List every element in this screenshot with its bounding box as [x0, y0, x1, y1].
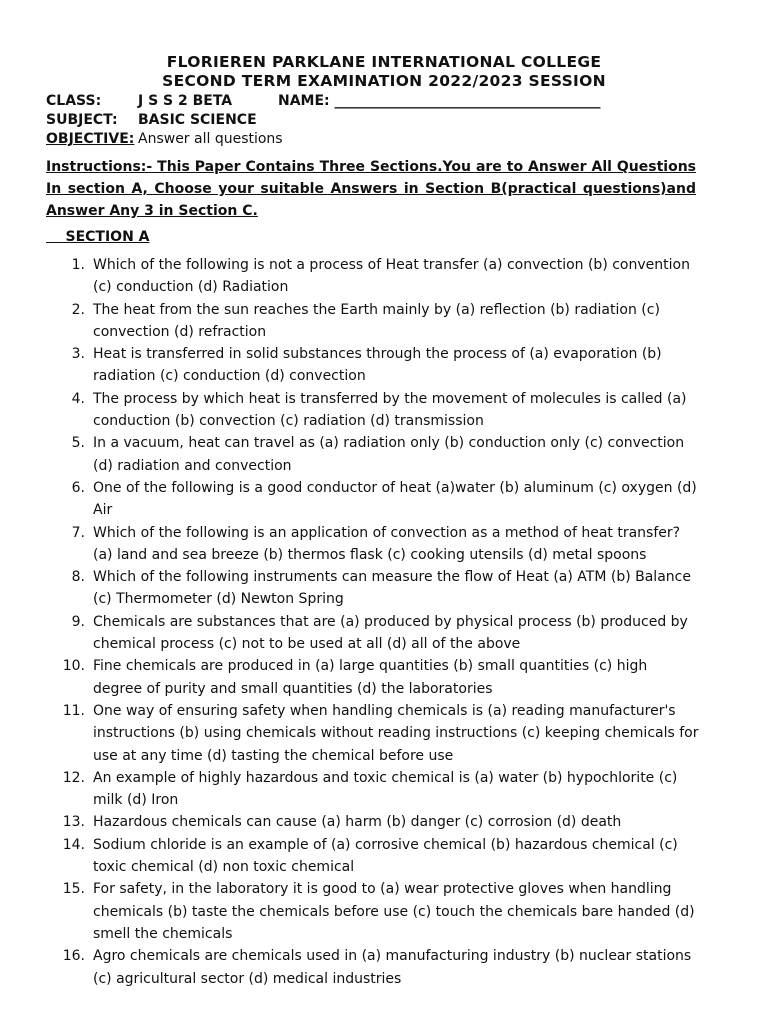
- objective-row: [46, 131, 686, 150]
- question-number: 15.: [62, 881, 85, 898]
- exam-title: SECOND TERM EXAMINATION 2022/2023 SESSION: [162, 72, 606, 90]
- question-number: 14.: [62, 836, 85, 853]
- question-item: [40, 477, 700, 522]
- class-value: J S S 2 BETA: [138, 93, 233, 109]
- question-number: 7.: [71, 524, 85, 541]
- question-text: Which of the following is not a process of Heat transfer (a) convection (b) convention (c) conduction (d) Radiation: [93, 257, 690, 296]
- question-text: An example of highly hazardous and toxic chemical is (a) water (b) hypochlorite (c) milk (d) Iron: [93, 769, 678, 809]
- question-item: [40, 834, 700, 879]
- question-number: 12.: [62, 769, 85, 786]
- question-text: In a vacuum, heat can travel as (a) radiation only (b) conduction only (c) convection (d) radiation and convection: [93, 435, 685, 474]
- question-number: 9.: [71, 613, 85, 630]
- subject-row: [46, 112, 686, 131]
- question-item: [40, 388, 700, 433]
- question-number: 5.: [71, 435, 85, 452]
- question-text: The heat from the sun reaches the Earth mainly by (a) reflection (b) radiation (c) convection (d) refraction: [93, 301, 660, 340]
- question-text: Heat is transferred in solid substances through the process of (a) evaporation (b) radiation (c) conduction (d) convection: [93, 346, 662, 385]
- instructions: Instructions:- This Paper Contains Three Sections.You are to Answer All Questions In section A, Choose your suitable Answers in Section B(practical questions)and Answer Any 3 in Section C.: [46, 159, 696, 219]
- subject-value: BASIC SCIENCE: [138, 112, 257, 128]
- question-item: [40, 254, 700, 299]
- subject-label: SUBJECT:: [46, 112, 118, 128]
- question-item: [40, 611, 700, 656]
- question-text: The process by which heat is transferred by the movement of molecules is called (a) conduction (b) convection (c) radiation (d) transmission: [93, 390, 687, 430]
- question-text: Chemicals are substances that are (a) produced by physical process (b) produced by chemical process (c) not to be used at all (d) all of the above: [93, 613, 688, 653]
- question-item: [40, 700, 700, 767]
- question-item: [40, 299, 700, 344]
- question-number: 16.: [62, 948, 85, 965]
- question-item: [40, 878, 700, 945]
- question-text: Agro chemicals are chemicals used in (a) manufacturing industry (b) nuclear stations (c) agricultural sector (d) medical industries: [93, 948, 692, 987]
- question-item: [40, 566, 700, 611]
- question-text: One way of ensuring safety when handling chemicals is (a) reading manufacturer's instructions (b) using chemicals without reading instructions (c) keeping chemicals for use at any time (d) tasting the chemical before use: [93, 702, 699, 764]
- class-label: CLASS:: [46, 93, 102, 109]
- question-text: For safety, in the laboratory it is good to (a) wear protective gloves when handling chemicals (b) taste the chemicals before use (c) touch the chemicals bare handed (d) smell the chemicals: [93, 881, 695, 942]
- question-item: [40, 767, 700, 812]
- section-a-heading: SECTION A: [46, 229, 150, 245]
- question-text: One of the following is a good conductor of heat (a)water (b) aluminum (c) oxygen (d) Air: [93, 479, 697, 519]
- question-item: [40, 655, 700, 700]
- question-text: Which of the following instruments can measure the flow of Heat (a) ATM (b) Balance (c) Thermometer (d) Newton Spring: [93, 569, 691, 608]
- question-number: 3.: [71, 346, 85, 363]
- question-text: Hazardous chemicals can cause (a) harm (b) danger (c) corrosion (d) death: [93, 814, 622, 831]
- question-item: [40, 343, 700, 388]
- question-item: [40, 432, 700, 477]
- question-number: 11.: [62, 702, 85, 719]
- name-field: NAME: ______________________________________: [278, 93, 601, 109]
- question-number: 1.: [71, 257, 85, 273]
- question-item: [40, 522, 700, 567]
- question-list: [40, 254, 700, 990]
- question-number: 8.: [71, 569, 85, 586]
- question-number: 10.: [62, 658, 85, 675]
- question-number: 4.: [71, 390, 85, 407]
- question-text: Sodium chloride is an example of (a) corrosive chemical (b) hazardous chemical (c) toxic chemical (d) non toxic chemical: [93, 836, 678, 876]
- question-number: 2.: [71, 301, 85, 318]
- objective-value: Answer all questions: [138, 131, 283, 147]
- school-name: FLORIEREN PARKLANE INTERNATIONAL COLLEGE: [166, 53, 602, 71]
- question-number: 6.: [71, 479, 85, 496]
- class-row: [46, 93, 686, 112]
- question-text: Fine chemicals are produced in (a) large quantities (b) small quantities (c) high degree of purity and small quantities (d) the laboratories: [93, 658, 648, 697]
- question-number: 13.: [62, 814, 85, 831]
- question-item: [40, 811, 700, 833]
- objective-label: OBJECTIVE:: [46, 131, 135, 147]
- question-item: [40, 945, 700, 990]
- question-text: Which of the following is an application of convection as a method of heat transfer? (a) land and sea breeze (b) thermos flask (c) cooking utensils (d) metal spoons: [93, 524, 681, 563]
